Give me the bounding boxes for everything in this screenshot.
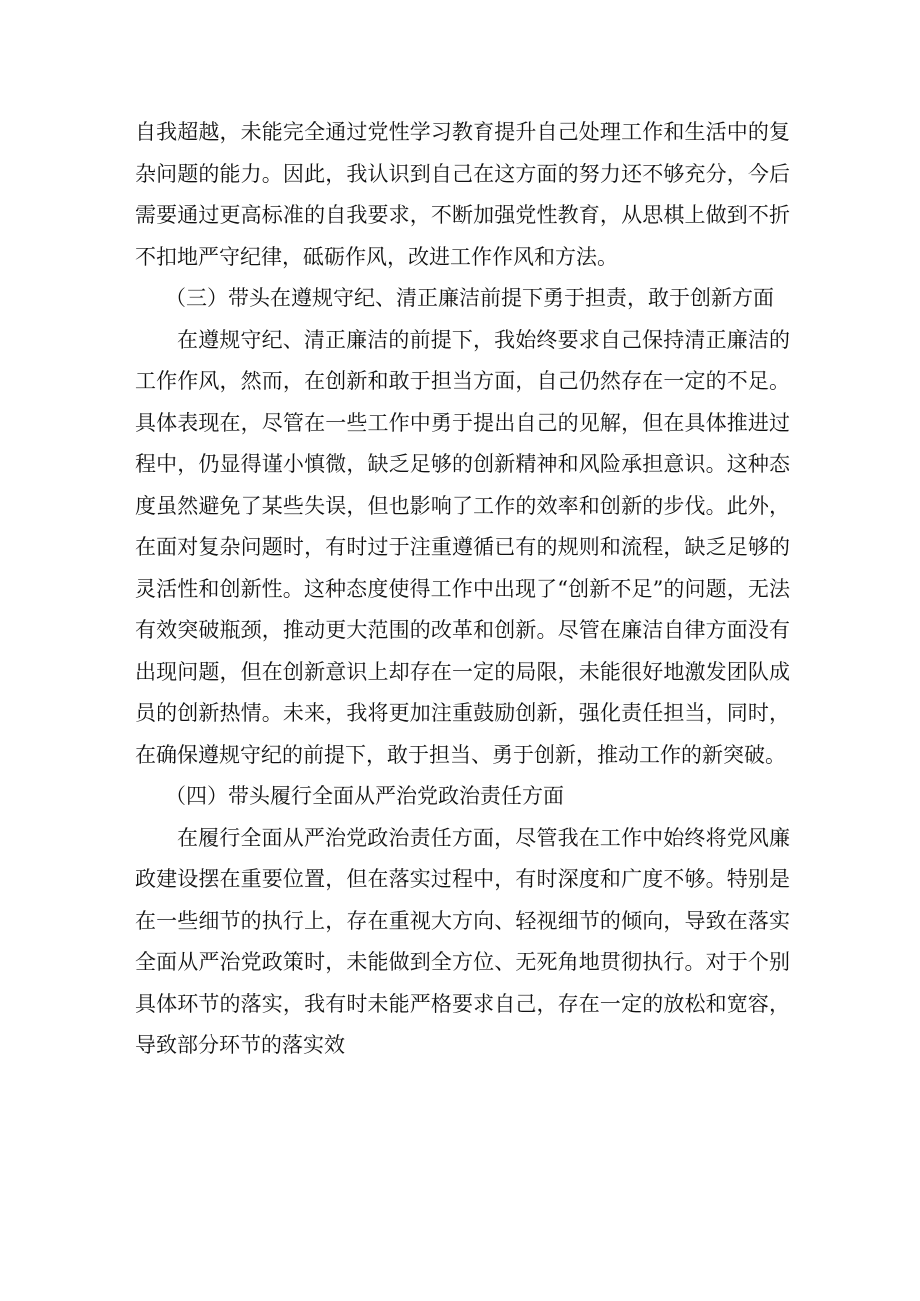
paragraph-section-four: 在履行全面从严治党政治责任方面，尽管我在工作中始终将党风廉政建设摆在重要位置，但在落实过程中，有时深度和广度不够。特别是在一些细节的执行上，存在重视大方向、轻视细节的倾向，导致在落实全面从严治党政策时，未能做到全方位、无死角地贯彻执行。对于个别具体环节的落实，我有时未能严格要求自己，存在一定的放松和宽容，导致部分环节的落实效 <box>135 825 790 1057</box>
document-body <box>135 112 790 1067</box>
paragraph-continued: 自我超越，未能完全通过党性学习教育提升自己处理工作和生活中的复杂问题的能力。因此，我认识到自己在这方面的努力还不够充分，今后需要通过更高标准的自我要求，不断加强党性教育，从思棋上做到不折不扣地严守纪律，砥砺作风，改进工作作风和方法。 <box>135 120 790 269</box>
paragraph-section-three: 在遵规守纪、清正廉洁的前提下，我始终要求自己保持清正廉洁的工作作风，然而，在创新和敢于担当方面，自己仍然存在一定的不足。具体表现在，尽管在一些工作中勇于提出自己的见解，但在具体推进过程中，仍显得谨小慎微，缺乏足够的创新精神和风险承担意识。这种态度虽然避免了某些失误，但也影响了工作的效率和创新的步伐。此外，在面对复杂问题时，有时过于注重遵循已有的规则和流程，缺乏足够的灵活性和创新性。这种态度使得工作中出现了“创新不足”的问题，无法有效突破瓶颈，推动更大范围的改革和创新。尽管在廉洁自律方面没有出现问题，但在创新意识上却存在一定的局限，未能很好地激发团队成员的创新热情。未来，我将更加注重鼓励创新，强化责任担当，同时，在确保遵规守纪的前提下，敢于担当、勇于创新，推动工作的新突破。 <box>135 327 790 767</box>
section-heading-three: （三）带头在遵规守纪、清正廉洁前提下勇于担责，敢于创新方面 <box>165 286 774 310</box>
section-heading-four: （四）带头履行全面从严治党政治责任方面 <box>165 784 564 808</box>
